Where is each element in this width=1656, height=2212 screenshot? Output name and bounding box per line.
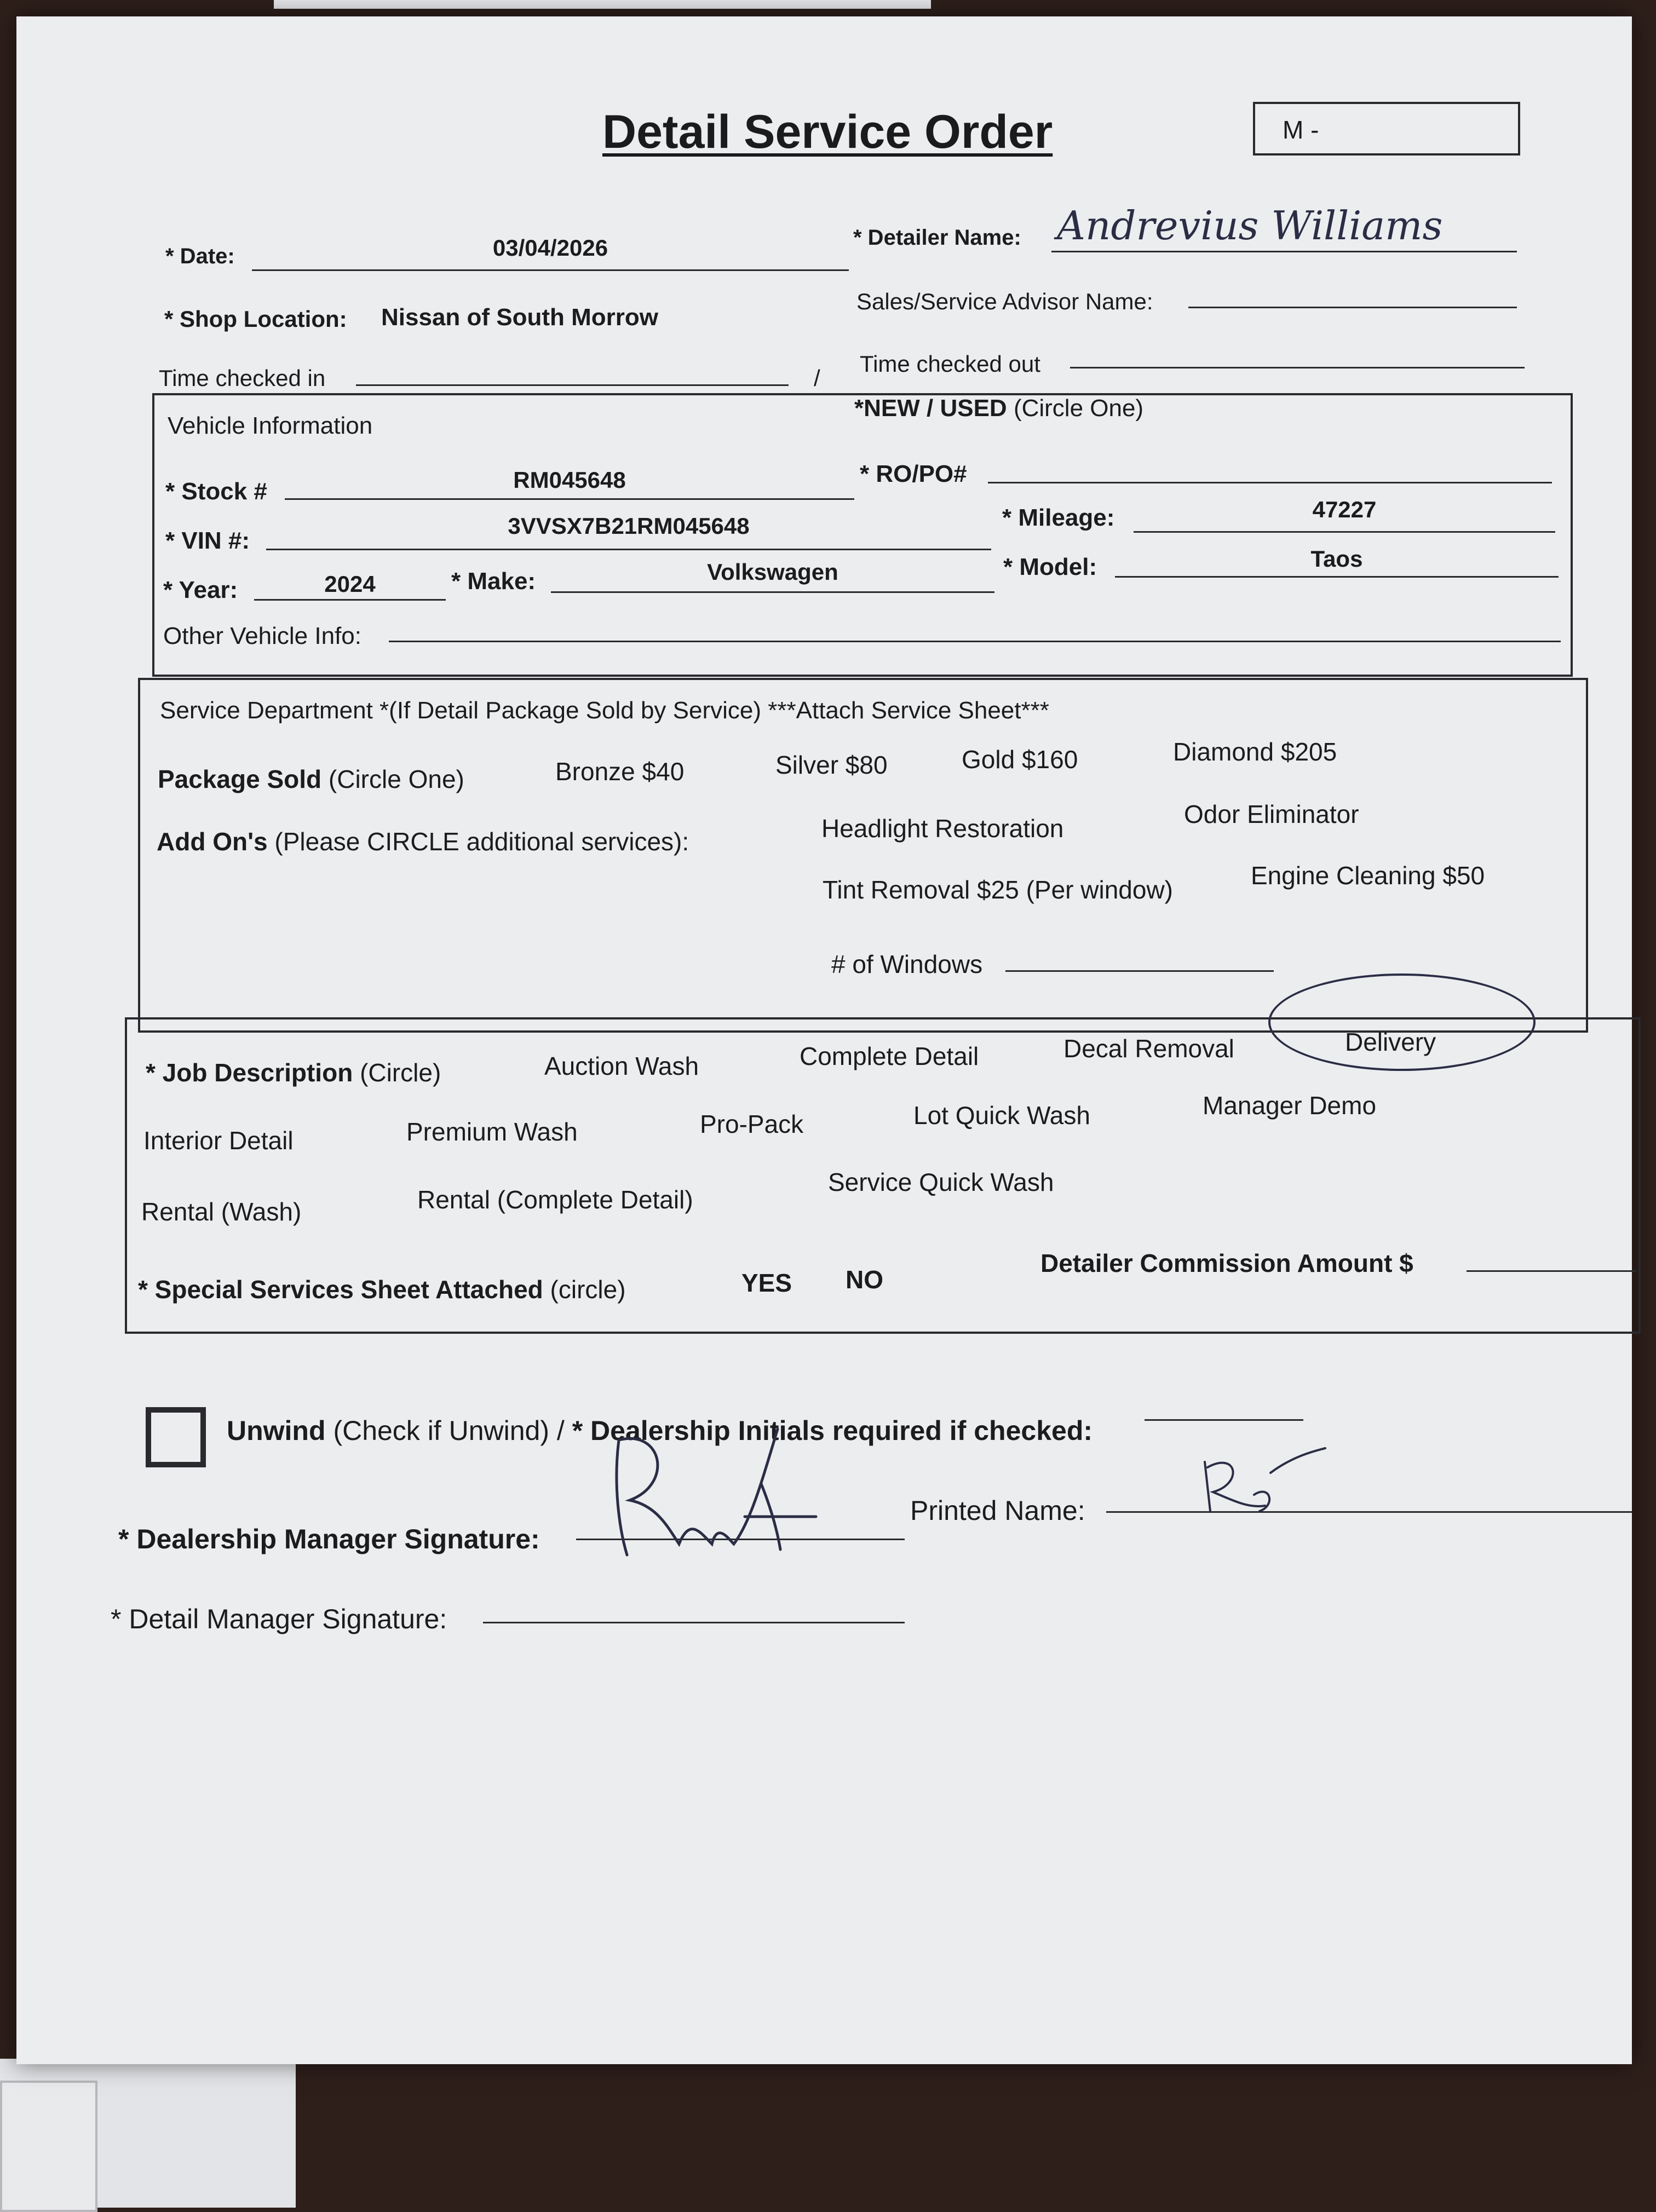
make-line [551, 591, 994, 593]
other-vehicle-info-line[interactable] [389, 641, 1561, 642]
add-ons-label: Add On's [157, 827, 268, 856]
year-label: * Year: [163, 577, 238, 603]
year-value[interactable]: 2024 [324, 571, 376, 597]
paper-edge-bottom-box [0, 2081, 97, 2212]
delivery-circled-mark [1268, 973, 1536, 1071]
job-description-label: * Job Description [146, 1058, 353, 1087]
special-services-label: * Special Services Sheet Attached [138, 1275, 543, 1304]
package-silver[interactable]: Silver $80 [775, 751, 888, 779]
make-label: * Make: [451, 568, 536, 595]
add-ons-hint: (Please CIRCLE additional services): [274, 827, 689, 856]
job-description-hint: (Circle) [360, 1058, 441, 1087]
mileage-label: * Mileage: [1002, 504, 1115, 531]
detail-manager-signature-label: * Detail Manager Signature: [111, 1604, 447, 1634]
special-services-no[interactable]: NO [846, 1265, 883, 1294]
job-description-row [146, 1060, 441, 1085]
time-out-line[interactable] [1070, 367, 1525, 368]
m-number-label: M - [1283, 116, 1319, 144]
vehicle-info-label: Vehicle Information [168, 412, 373, 439]
commission-line[interactable] [1467, 1270, 1636, 1272]
shop-location-value[interactable]: Nissan of South Morrow [381, 304, 658, 331]
special-services-yes[interactable]: YES [741, 1269, 792, 1297]
windows-count-label: # of Windows [831, 950, 983, 978]
job-lot-quick-wash[interactable]: Lot Quick Wash [913, 1101, 1090, 1130]
new-used-selector[interactable] [854, 396, 1143, 420]
addon-odor-eliminator[interactable]: Odor Eliminator [1184, 800, 1359, 828]
m-number-box[interactable] [1253, 102, 1520, 155]
advisor-name-label: Sales/Service Advisor Name: [856, 289, 1153, 314]
ro-po-line[interactable] [988, 482, 1552, 483]
dealership-initials-line[interactable] [1145, 1419, 1303, 1421]
stock-value[interactable]: RM045648 [513, 467, 626, 493]
form-title: Detail Service Order [602, 106, 1053, 158]
package-gold[interactable]: Gold $160 [962, 745, 1078, 774]
time-out-label: Time checked out [860, 351, 1040, 377]
new-used-label: *NEW / USED [854, 395, 1007, 422]
stock-label: * Stock # [165, 478, 267, 505]
date-line [252, 269, 849, 271]
package-sold-row [158, 767, 464, 792]
paper-edge-top [274, 0, 931, 9]
detailer-name-line [1051, 251, 1517, 252]
job-auction-wash[interactable]: Auction Wash [544, 1052, 699, 1080]
addon-engine-cleaning[interactable]: Engine Cleaning $50 [1251, 861, 1485, 890]
time-in-line[interactable] [356, 384, 789, 386]
job-interior-detail[interactable]: Interior Detail [143, 1126, 294, 1155]
job-complete-detail[interactable]: Complete Detail [800, 1042, 979, 1070]
windows-count-line[interactable] [1005, 970, 1274, 972]
addon-headlight-restoration[interactable]: Headlight Restoration [821, 814, 1064, 843]
detail-manager-signature-line[interactable] [483, 1622, 905, 1623]
job-premium-wash[interactable]: Premium Wash [406, 1117, 578, 1146]
dealership-manager-signature-label: * Dealership Manager Signature: [118, 1524, 540, 1554]
form-paper [16, 16, 1632, 2064]
job-rental-wash[interactable]: Rental (Wash) [141, 1197, 302, 1226]
detailer-name-signature[interactable]: Andrevius Williams [1057, 203, 1443, 249]
vin-line [266, 549, 991, 550]
advisor-name-line[interactable] [1188, 307, 1517, 308]
addon-tint-removal[interactable]: Tint Removal $25 (Per window) [823, 875, 1173, 904]
model-label: * Model: [1003, 554, 1097, 580]
mileage-line [1134, 531, 1555, 533]
ro-po-label: * RO/PO# [860, 460, 967, 487]
add-ons-row [157, 829, 689, 854]
manager-signature-scribble [597, 1407, 827, 1571]
date-value[interactable]: 03/04/2026 [492, 235, 608, 261]
package-diamond[interactable]: Diamond $205 [1173, 738, 1337, 766]
dealership-initials-label: * Dealership Initials required if checked: [572, 1415, 1093, 1446]
package-sold-hint: (Circle One) [328, 765, 464, 793]
job-delivery[interactable]: Delivery [1345, 1028, 1436, 1056]
unwind-checkbox[interactable] [146, 1407, 206, 1467]
model-line [1115, 576, 1559, 578]
time-separator: / [814, 365, 820, 391]
time-in-label: Time checked in [159, 365, 326, 391]
package-bronze[interactable]: Bronze $40 [555, 757, 685, 786]
special-services-row [138, 1277, 626, 1302]
commission-label: Detailer Commission Amount $ [1040, 1249, 1413, 1277]
vin-value[interactable]: 3VVSX7B21RM045648 [508, 513, 750, 539]
service-department-header: Service Department *(If Detail Package Sold by Service) ***Attach Service Sheet*** [160, 697, 1049, 724]
job-rental-complete-detail[interactable]: Rental (Complete Detail) [417, 1185, 693, 1214]
printed-name-line[interactable] [1106, 1511, 1632, 1513]
package-sold-label: Package Sold [158, 765, 322, 793]
printed-name-label: Printed Name: [910, 1495, 1085, 1526]
other-vehicle-info-label: Other Vehicle Info: [163, 623, 361, 649]
mileage-value[interactable]: 47227 [1312, 497, 1377, 522]
detailer-name-label: * Detailer Name: [853, 226, 1021, 250]
unwind-hint: (Check if Unwind) / [333, 1415, 565, 1446]
printed-name-scribble [1188, 1440, 1331, 1528]
job-manager-demo[interactable]: Manager Demo [1203, 1091, 1377, 1120]
new-used-hint: (Circle One) [1013, 395, 1144, 422]
special-services-hint: (circle) [550, 1275, 626, 1304]
shop-location-label: * Shop Location: [164, 306, 347, 332]
job-decal-removal[interactable]: Decal Removal [1063, 1034, 1234, 1063]
make-value[interactable]: Volkswagen [707, 559, 838, 585]
stock-line [285, 498, 854, 500]
date-label: * Date: [165, 244, 235, 268]
vin-label: * VIN #: [165, 527, 250, 554]
year-line [254, 599, 446, 601]
job-pro-pack[interactable]: Pro-Pack [700, 1110, 804, 1138]
job-service-quick-wash[interactable]: Service Quick Wash [828, 1168, 1054, 1196]
unwind-label: Unwind [227, 1415, 326, 1446]
model-value[interactable]: Taos [1310, 546, 1363, 572]
